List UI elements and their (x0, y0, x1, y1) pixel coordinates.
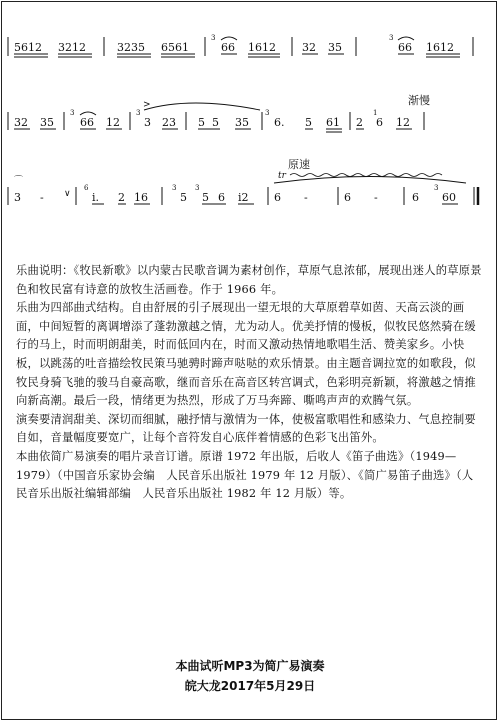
note-group: - (304, 191, 308, 204)
svg-text:3: 3 (172, 184, 177, 192)
footer-line-1: 本曲试听MP3为简广易演奏 (175, 659, 325, 673)
description-paragraph: 乐曲为四部曲式结构。自由舒展的引子展现出一望无垠的大草原碧草如茵、天高云淡的画面，中间短暂的离调增添了蓬勃激越之情，尤为动人。优美抒情的慢板，似牧民悠然骑在缓行的马上，时而明朗甜美，时而低回内在，时而又激动热情地歌唱生活、赞美家乡。小快板，以跳荡的吐音描绘牧民策马驰骋时蹄声哒哒的欢乐情景。由主题音调拉宽的如歌段，似牧民身骑飞驰的骏马自豪高歌，继而音乐在高音区转宫调式，色彩明亮新颖，将激越之情推向新高潮。最后一段，情绪更为热烈，形成了万马奔蹄、嘶鸣声声的欢腾气氛。 (16, 301, 476, 408)
note-group: 32 (302, 41, 316, 54)
jianpu-score (0, 0, 500, 240)
note-group: 5 (202, 191, 209, 204)
svg-text:3: 3 (70, 109, 75, 117)
note-group: 5 (180, 191, 187, 204)
trill-mark: tr (278, 171, 286, 181)
note-group: 32 (14, 116, 28, 129)
note-group: 3235 (117, 41, 145, 54)
note-group: - (40, 191, 44, 204)
note-group: 1612 (426, 41, 454, 54)
note-group: 6 (376, 116, 383, 129)
note-group: 6 (344, 191, 351, 204)
note-group: 66 (80, 116, 94, 129)
note-group: 61 (326, 116, 340, 129)
description-paragraph: 乐曲说明：《牧民新歌》以内蒙古民歌音调为素材创作，草原气息浓郁，展现出迷人的草原景色和牧民富有诗意的放牧生活画卷。作于 1966 年。 (16, 264, 482, 296)
note-group: 5 (305, 116, 312, 129)
score-svg (0, 0, 500, 240)
note-group: 35 (235, 116, 249, 129)
tempo-mark-yuansu: 原速 (288, 158, 310, 171)
note-group: 60 (442, 191, 456, 204)
note-group: 12 (396, 116, 410, 129)
note-group: 2 (118, 191, 125, 204)
note-group: 66 (221, 41, 235, 54)
note-group: 6 (274, 191, 281, 204)
svg-text:⌒: ⌒ (14, 176, 24, 186)
note-group: 3212 (58, 41, 86, 54)
note-group: 6 (218, 191, 225, 204)
description-paragraph: 本曲依简广易演奏的唱片录音订谱。原谱 1972 年出版，后收人《笛子曲选》（1949—1979）（中国音乐家协会编 人民音乐出版社 1979 年 12 月版）、《简广易笛子曲选》（人民音乐出版社编辑部编 人民音乐出版社 1982 年 12 月版）等。 (16, 449, 474, 501)
note-group: 5 (198, 116, 205, 129)
note-group: 3 (14, 191, 21, 204)
note-group: 1612 (248, 41, 276, 54)
note-group: i. (92, 191, 100, 204)
svg-text:3: 3 (389, 34, 394, 42)
description-paragraph: 演奏要清润甜美、深切而细腻，融抒情与激情为一体，使极富歌唱性和感染力、气息控制要自如，音量幅度要宽广，让每个音符发自心底伴着情感的色彩飞出笛外。 (16, 412, 476, 445)
note-group: 35 (40, 116, 54, 129)
note-group: 35 (328, 41, 342, 54)
note-group: - (374, 191, 378, 204)
svg-text:∨: ∨ (64, 189, 71, 199)
svg-text:6: 6 (84, 184, 89, 192)
note-group: 2 (356, 116, 363, 129)
svg-text:3: 3 (265, 109, 270, 117)
note-group: i2 (238, 191, 249, 204)
tempo-mark-jianman: 渐慢 (408, 94, 430, 107)
note-group: 5612 (14, 41, 42, 54)
svg-text:3: 3 (195, 184, 200, 192)
svg-text:3: 3 (211, 34, 216, 42)
note-group: 6. (274, 116, 285, 129)
note-group: 12 (106, 116, 120, 129)
tie-slur (274, 177, 466, 184)
svg-text:3: 3 (434, 184, 439, 192)
svg-text:1: 1 (373, 109, 378, 117)
note-group: 3 (144, 116, 151, 129)
music-description (16, 262, 484, 504)
note-group: 16 (134, 191, 148, 204)
svg-text:3: 3 (136, 109, 141, 117)
footer-line-2: 皖大龙2017年5月29日 (184, 679, 316, 693)
note-group: 6561 (161, 41, 189, 54)
svg-text:>: > (143, 100, 151, 110)
note-group: 6 (412, 191, 419, 204)
note-group: 66 (398, 41, 412, 54)
note-group: 5 (212, 116, 219, 129)
note-group: 23 (162, 116, 176, 129)
